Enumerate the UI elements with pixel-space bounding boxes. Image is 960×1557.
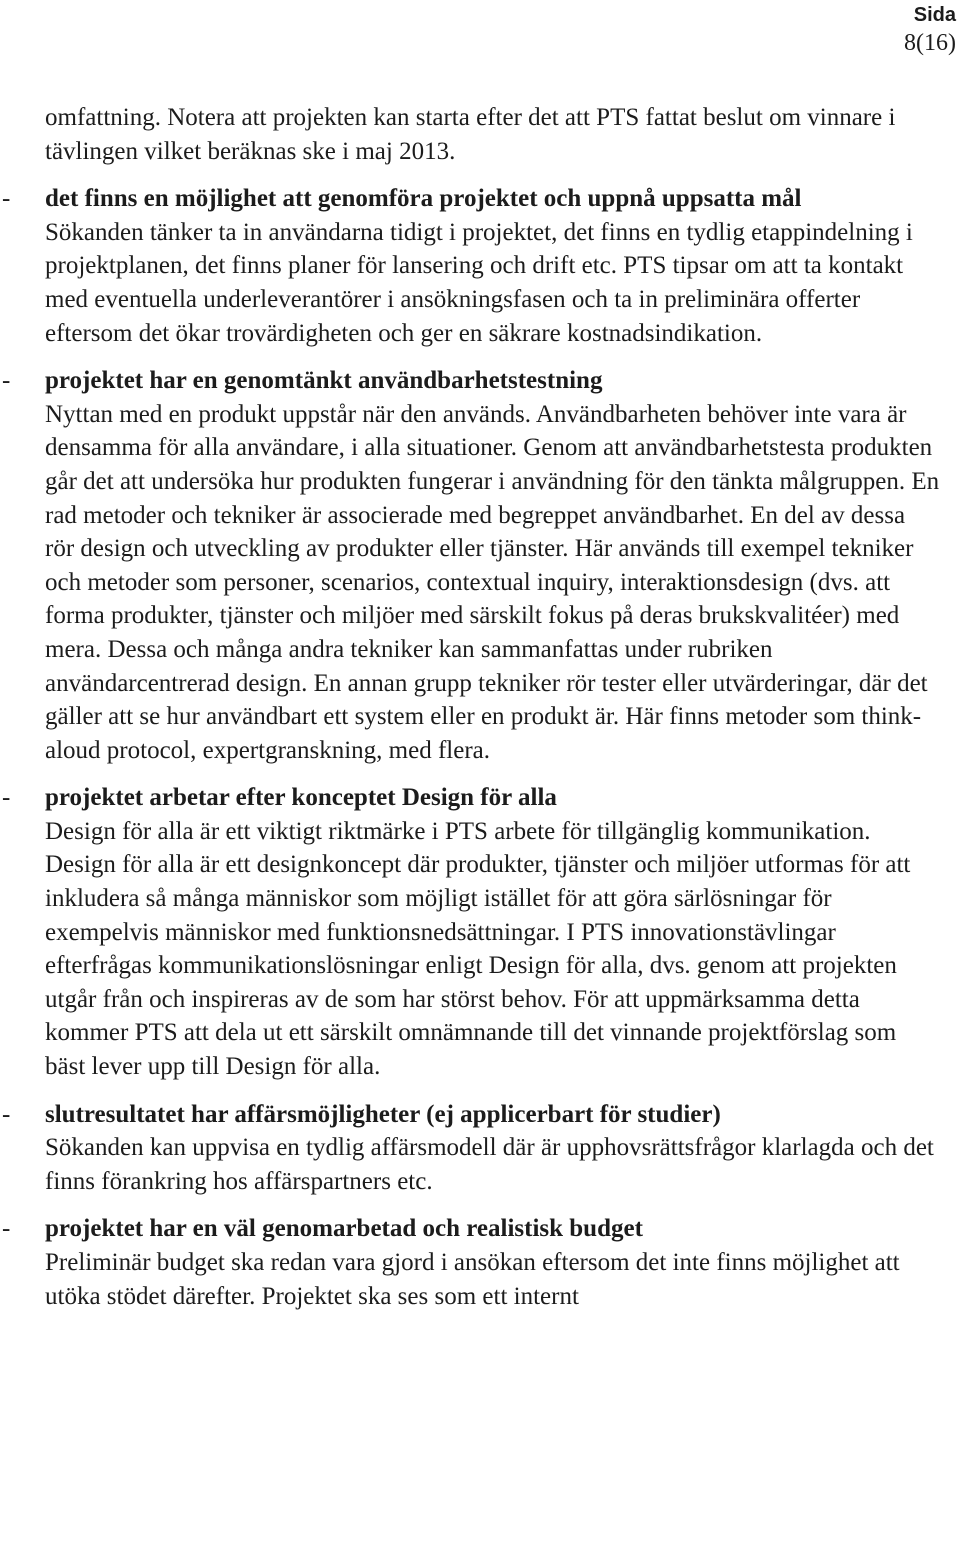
list-dash: -	[2, 1215, 11, 1243]
criteria-item	[0, 1212, 940, 1313]
criteria-item	[0, 182, 940, 350]
criteria-heading: projektet har en väl genomarbetad och realistisk budget	[45, 1215, 643, 1243]
list-dash: -	[2, 185, 11, 213]
page-header	[836, 0, 956, 58]
criteria-item	[0, 781, 940, 1083]
criteria-body: Nyttan med en produkt uppstår när den används. Användbarheten behöver inte vara är densamma för alla användare, i alla situationer. Genom att användbarhetstesta produkten går det att undersöka hur produkten fungerar i användning för den tänkta målgruppen. En rad metoder och tekniker är associerade med begreppet användbarhet. En del av dessa rör design och utveckling av produkter eller tjänster. Här används till exempel tekniker och metoder som personer, scenarios, contextual inquiry, interaktionsdesign (dvs. att forma produkter, tjänster och miljöer med särskilt fokus på deras brukskvalitéer) med mera. Dessa och många andra tekniker kan sammanfattas under rubriken användarcentrerad design. En annan grupp tekniker rör tester eller utvärderingar, där det gäller att se hur användbart ett system eller en produkt är. Här finns metoder som think-aloud protocol, expertgranskning, med flera.	[45, 400, 940, 764]
criteria-body: Preliminär budget ska redan vara gjord i ansökan eftersom det inte finns möjlighet att utöka stödet därefter. Projektet ska ses som ett internt	[45, 1249, 900, 1310]
criteria-body: Design för alla är ett viktigt riktmärke i PTS arbete för tillgänglig kommunikation. Design för alla är ett designkoncept där produkter, tjänster och miljöer utformas för att inkludera så många människor som möjligt istället för att göra särlösningar för exempelvis människor med funktionsnedsättningar. I PTS innovationstävlingar efterfrågas kommunikationslösningar enligt Design för alla, dvs. genom att projekten utgår från och inspireras av de som har störst behov. För att uppmärksamma detta kommer PTS att dela ut ett särskilt omnämnande till det vinnande projektförslag som bäst lever upp till Design för alla.	[45, 817, 911, 1081]
criteria-body: Sökanden tänker ta in användarna tidigt i projektet, det finns en tydlig etappindelning i projektplanen, det finns planer för lansering och drift etc. PTS tipsar om att ta kontakt med eventuella underleverantörer i ansökningsfasen och ta in preliminära offerter eftersom det ökar trovärdigheten och ger en säkrare kostnadsindikation.	[45, 218, 913, 347]
criteria-item	[0, 1098, 940, 1199]
page-number: 8(16)	[904, 30, 956, 56]
criteria-heading: det finns en möjlighet att genomföra projektet och uppnå uppsatta mål	[45, 185, 802, 213]
criteria-heading: projektet arbetar efter konceptet Design för alla	[45, 784, 557, 812]
criteria-item	[0, 364, 940, 767]
page-label: Sida	[913, 4, 956, 26]
list-dash: -	[2, 367, 11, 395]
list-dash: -	[2, 784, 11, 812]
list-dash: -	[2, 1100, 11, 1128]
document-body	[0, 101, 940, 1313]
criteria-heading: projektet har en genomtänkt användbarhetstestning	[45, 367, 603, 395]
criteria-heading: slutresultatet har affärsmöjligheter (ej applicerbart för studier)	[45, 1100, 721, 1128]
intro-paragraph: omfattning. Notera att projekten kan starta efter det att PTS fattat beslut om vinnare i tävlingen vilket beräknas ske i maj 2013.	[45, 104, 896, 165]
criteria-body: Sökanden kan uppvisa en tydlig affärsmodell där är upphovsrättsfrågor klarlagda och det finns förankring hos affärspartners etc.	[45, 1134, 934, 1195]
